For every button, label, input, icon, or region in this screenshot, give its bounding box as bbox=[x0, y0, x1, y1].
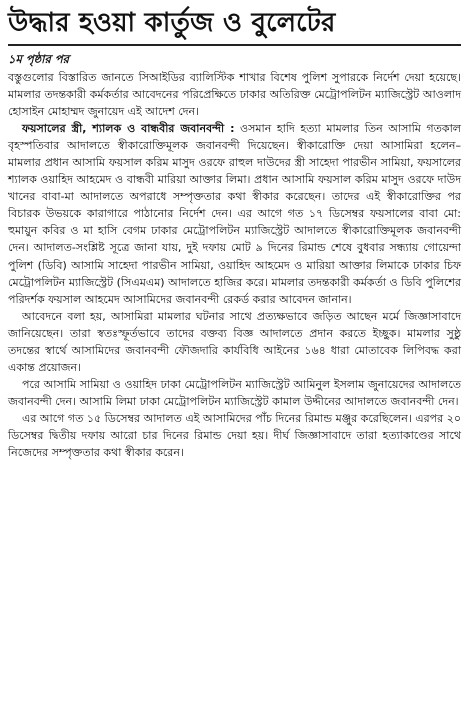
paragraph-2-subhead: ফয়সালের স্ত্রী, শ্যালক ও বান্ধবীর জবানবন্দী : bbox=[22, 122, 235, 136]
paragraph-5: এর আগে গত ১৫ ডিসেম্বর আদালত এই আসামিদের পাঁচ দিনের রিমান্ড মঞ্জুর করেছিলেন। এরপর ২০ ডিসেম্বর দ্বিতীয় দফায় আরো চার দিনের রিমান্ড দেয়া হয়। দীর্ঘ জিজ্ঞাসাবাদে তারা হত্যাকাণ্ডের সাথে নিজেদের সম্পৃক্ততার কথা স্বীকার করেন। bbox=[8, 411, 461, 460]
paragraph-4: পরে আসামি সামিয়া ও ওয়াহিদ ঢাকা মেট্রোপলিটন ম্যাজিস্ট্রেট আমিনুল ইসলাম জুনায়েদের আদালতে জবানবন্দী দেন। আসামি লিমা ঢাকা মেট্রোপলিটন ম্যাজিস্ট্রেট কামাল উদ্দীনের আদালতে জবানবন্দী দেন। bbox=[8, 377, 461, 408]
paragraph-1: বস্তুগুলোর বিস্তারিত জানতে সিআইডির ব্যালিস্টিক শাখার বিশেষ পুলিশ সুপারকে নির্দেশ দেয়া হয়েছে। মামলার তদন্তকারী কর্মকর্তার আবেদনের পরিপ্রেক্ষিতে ঢাকার অতিরিক্ত মেট্রোপলিটন ম্যাজিস্ট্রেট আওলাদ হোসাইন মোহাম্মদ জুনায়েদ এই আদেশ দেন। bbox=[8, 71, 461, 119]
paragraph-2 bbox=[8, 120, 461, 308]
headline-rule bbox=[8, 44, 461, 46]
paragraph-2-body: ওসমান হাদি হত্যা মামলার তিন আসামি গতকাল বৃহস্পতিবার আদালতে স্বীকারোক্তিমূলক জবানবন্দী দিয়েছেন। স্বীকারোক্তি দেয়া আসামিরা হলেন– মামলার প্রধান আসামি ফয়সাল করিম মাসুদ ওরফে রাহুল দাউদের স্ত্রী সাহেদা পারভীন সামিয়া, ফয়সালের শ্যালক ওয়াহিদ আহমেদ ও বান্ধবী মারিয়া আক্তার লিমা। প্রধান আসামি ফয়সাল করিম মাসুদ ওরফে দাউদ খানের বাবা-মা আদালতে অপরাধে সম্পৃক্ততার কথা স্বীকার করেছেন। তাদের এই স্বীকারোক্তির পর বিচারক উভয়কে কারাগারে পাঠানোর নির্দেশ দেন। এর আগে গত ১৭ ডিসেম্বর ফয়সালের বাবা মো: হুমায়ুন কবির ও মা হাসি বেগম ঢাকার মেট্রোপলিটন ম্যাজিস্ট্রেট আদালতে স্বীকারোক্তিমূলক জবানবন্দী দেন। আদালত-সংশ্লিষ্ট সূত্রে জানা যায়, দুই দফায় মোট ৯ দিনের রিমান্ড শেষে বুধবার সন্ধ্যায় গোয়েন্দা পুলিশ (ডিবি) আসামি সাহেদা পারভীন সামিয়া, ওয়াহিদ আহমেদ ও মারিয়া আক্তার লিমাকে ঢাকার চিফ মেট্রোপলিটন ম্যাজিস্ট্রেট (সিএমএম) আদালতে হাজির করে। মামলার তদন্তকারী কর্মকর্তা ও ডিবি পুলিশের পরিদর্শক ফয়সাল আহমেদ আসামিদের জবানবন্দী রেকর্ড করার আবেদন জানান। bbox=[8, 122, 461, 306]
continuation-marker: ১ম পৃষ্ঠার পর bbox=[8, 52, 69, 66]
headline: উদ্ধার হওয়া কার্তুজ ও বুলেটের bbox=[8, 8, 336, 38]
paragraph-3: আবেদনে বলা হয়, আসামিরা মামলার ঘটনার সাথে প্রত্যক্ষভাবে জড়িত আছেন মর্মে জিজ্ঞাসাবাদে জানিয়েছেন। তারা স্বতঃস্ফূর্তভাবে তাদের বক্তব্য বিজ্ঞ আদালতে প্রদান করতে ইচ্ছুক। মামলার সুষ্ঠু তদন্তের স্বার্থে আসামিদের জবানবন্দী ফৌজদারি কার্যবিধি আইনের ১৬৪ ধারা মোতাবেক লিপিবদ্ধ করা একান্ত প্রয়োজন। bbox=[8, 309, 461, 374]
